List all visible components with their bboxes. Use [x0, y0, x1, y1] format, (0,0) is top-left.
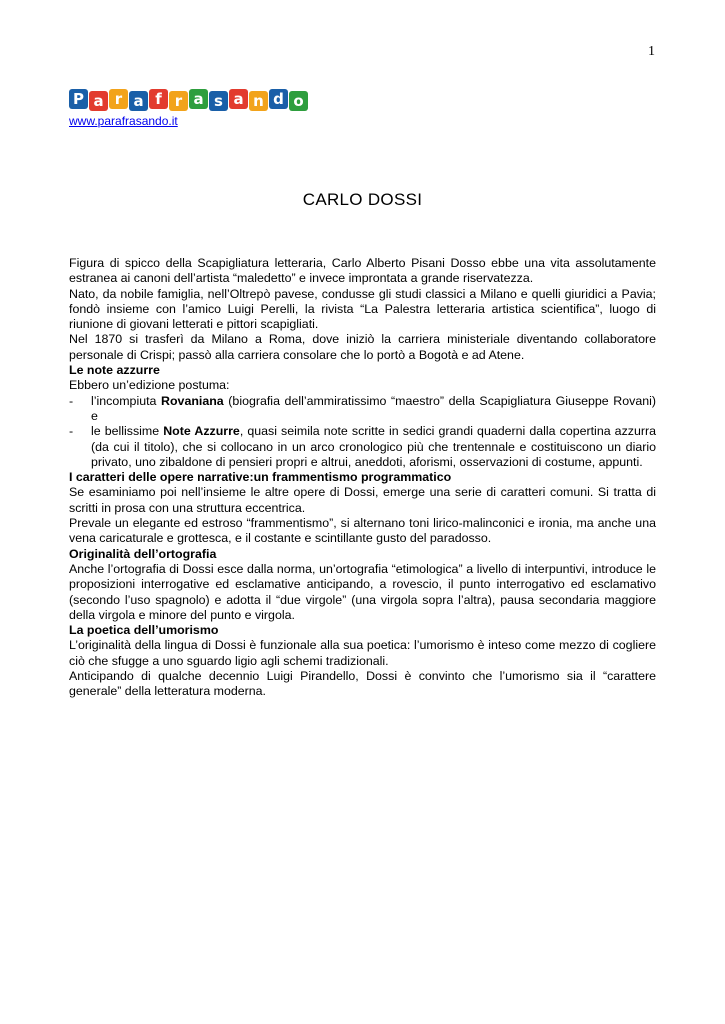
- site-link[interactable]: www.parafrasando.it: [69, 114, 178, 128]
- section-paragraph: Se esaminiamo poi nell’insieme le altre opere di Dossi, emerge una serie di caratteri comuni. Si tratta di scritti in prosa con una struttura eccentrica.: [69, 485, 656, 515]
- section-paragraph: Prevale un elegante ed estroso “frammentismo”, si alternano toni lirico-malinconici e ironia, ma anche una vena caricaturale e grottesca, e il costante e scintillante gusto del paradosso.: [69, 516, 656, 546]
- list-dash: -: [69, 393, 74, 408]
- section-heading: I caratteri delle opere narrative:un frammentismo programmatico: [69, 470, 452, 485]
- logo-letter-tile: o: [289, 91, 308, 111]
- list-item-title: Rovaniana: [161, 393, 224, 408]
- logo-letter-tile: a: [129, 91, 148, 111]
- list-dash: -: [69, 424, 74, 439]
- logo-letter-tile: a: [229, 89, 248, 109]
- section-intro: Ebbero un’edizione postuma:: [69, 378, 230, 393]
- list-item-text: , quasi seimila note scritte in sedici grandi quaderni dalla copertina azzurra (da cui il titolo), che si collocano in un arco cronologico più che trentennale e costituiscono un diario privato, uno zibaldone di pensieri propri e altrui, aneddoti, aforismi, osservazioni di costume, appunti.: [91, 424, 656, 469]
- logo-letter-tile: r: [109, 89, 128, 109]
- intro-paragraph: Nato, da nobile famiglia, nell’Oltrepò pavese, condusse gli studi classici a Milano e quelli giuridici a Pavia; fondò insieme con l’amico Luigi Perelli, la rivista “La Palestra letteraria artistica scientifica”, luogo di riunione di giovani letterati e pittori scapigliati.: [69, 286, 656, 332]
- logo-letter-tile: s: [209, 91, 228, 111]
- list-item-text: (biografia dell’ammiratissimo “maestro” della Scapigliatura Giuseppe Rovani) e: [91, 393, 656, 423]
- section-paragraph: Anticipando di qualche decennio Luigi Pirandello, Dossi è convinto che l’umorismo sia il “carattere generale” della letteratura moderna.: [69, 669, 656, 699]
- section-heading: La poetica dell’umorismo: [69, 623, 219, 638]
- parafrasando-logo[interactable]: [69, 86, 309, 111]
- section-heading: Originalità dell’ortografia: [69, 546, 217, 561]
- intro-paragraph: Figura di spicco della Scapigliatura letteraria, Carlo Alberto Pisani Dosso ebbe una vita assolutamente estranea ai canoni dell’artista “maledetto” e invece improntata a grande riservatezza.: [69, 256, 656, 286]
- logo-letter-tile: f: [149, 89, 168, 109]
- page-title: CARLO DOSSI: [302, 190, 423, 209]
- document-body: [69, 256, 656, 700]
- list-item-title: Note Azzurre: [163, 424, 240, 439]
- section-heading: Le note azzurre: [69, 363, 160, 378]
- logo-letter-tile: P: [69, 89, 88, 109]
- list-item-text: le bellissime: [91, 424, 164, 439]
- list-item: [69, 394, 656, 425]
- list-item: [69, 424, 656, 470]
- section-paragraph: L’originalità della lingua di Dossi è funzionale alla sua poetica: l’umorismo è inteso come mezzo di cogliere ciò che sfugge a uno sguardo ligio agli schemi tradizionali.: [69, 638, 656, 668]
- logo-letter-tile: a: [89, 91, 108, 111]
- section-paragraph: Anche l’ortografia di Dossi esce dalla norma, un’ortografia “etimologica” a livello di interpuntivi, introduce le proposizioni interrogative ed esclamative anticipando, a rovescio, il punto interrogativo ed esclamativo (secondo l’uso spagnolo) e adotta il “due virgole” (una virgola sopra l’altra), pausa secondaria maggiore della virgola e minore del punto e virgola.: [69, 561, 656, 622]
- list-item-text: l’incompiuta: [91, 393, 162, 408]
- logo-letter-tile: a: [189, 89, 208, 109]
- page-number: 1: [648, 44, 655, 59]
- intro-paragraph: Nel 1870 si trasferì da Milano a Roma, dove iniziò la carriera ministeriale diventando collaboratore personale di Crispi; passò alla carriera consolare che lo portò a Bogotà e ad Atene.: [69, 332, 656, 362]
- logo-letter-tile: d: [269, 89, 288, 109]
- logo-letter-tile: n: [249, 91, 268, 111]
- logo-letter-tile: r: [169, 91, 188, 111]
- works-list: [69, 394, 656, 470]
